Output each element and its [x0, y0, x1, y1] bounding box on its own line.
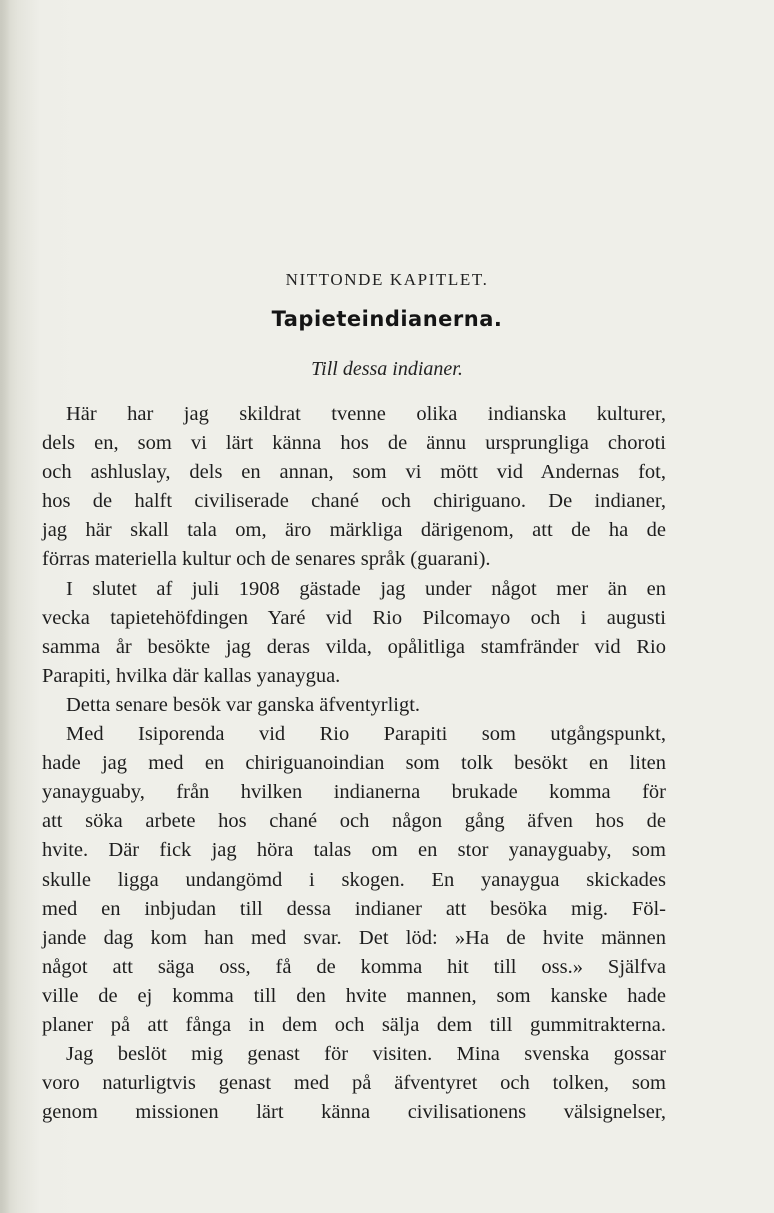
binding-shadow: [0, 0, 10, 1213]
text-line: voro naturligtvis genast med på äfventyret och tolken, som: [42, 1072, 666, 1095]
text-line: skulle ligga undangömd i skogen. En yanaygua skickades: [42, 868, 666, 891]
text-line: samma år besökte jag deras vilda, opålitliga stamfränder vid Rio: [42, 635, 666, 658]
chapter-title: Tapieteindianerna.: [271, 307, 503, 331]
text-line: vecka tapietehöfdingen Yaré vid Rio Pilcomayo och i augusti: [42, 606, 666, 629]
text-line: och ashluslay, dels en annan, som vi mött vid Andernas fot,: [42, 461, 666, 484]
text-line: jande dag kom han med svar. Det löd: »Ha de hvite männen: [42, 926, 666, 949]
text-line: planer på att fånga in dem och sälja dem till gummitrakterna.: [42, 1013, 666, 1036]
text-line: med en inbjudan till dessa indianer att besöka mig. Föl-: [42, 897, 666, 920]
chapter-heading: NITTONDE KAPITLET.: [285, 270, 489, 289]
text-line: att söka arbete hos chané och någon gång äfven hos de: [42, 810, 666, 833]
text-line: yanayguaby, från hvilken indianerna brukade komma för: [42, 781, 666, 804]
text-line: jag här skall tala om, äro märkliga därigenom, att de ha de: [42, 519, 666, 542]
body-text: [42, 400, 666, 1127]
text-line: ville de ej komma till den hvite mannen, som kanske hade: [42, 984, 666, 1007]
text-line: genom missionen lärt känna civilisationens välsignelser,: [42, 1101, 666, 1124]
text-line: förras materiella kultur och de senares språk (guarani).: [42, 548, 491, 571]
text-line: Här har jag skildrat tvenne olika indianska kulturer,: [66, 403, 666, 425]
text-line: något att säga oss, få de komma hit till oss.» Själfva: [42, 955, 666, 978]
chapter-dedication: Till dessa indianer.: [311, 358, 463, 380]
text-line: hvite. Där fick jag höra talas om en stor yanayguaby, som: [42, 839, 666, 862]
text-line: I slutet af juli 1908 gästade jag under något mer än en: [66, 577, 666, 600]
text-line: Jag beslöt mig genast för visiten. Mina svenska gossar: [66, 1043, 666, 1066]
text-line: hade jag med en chiriguanoindian som tolk besökt en liten: [42, 752, 666, 775]
text-line: Detta senare besök var ganska äfventyrligt.: [66, 693, 421, 716]
text-line: Parapiti, hvilka där kallas yanaygua.: [42, 664, 341, 687]
text-line: hos de halft civiliserade chané och chiriguano. De indianer,: [42, 490, 666, 513]
text-line: dels en, som vi lärt känna hos de ännu ursprungliga choroti: [42, 432, 666, 455]
text-line: Med Isiporenda vid Rio Parapiti som utgångspunkt,: [66, 723, 666, 746]
